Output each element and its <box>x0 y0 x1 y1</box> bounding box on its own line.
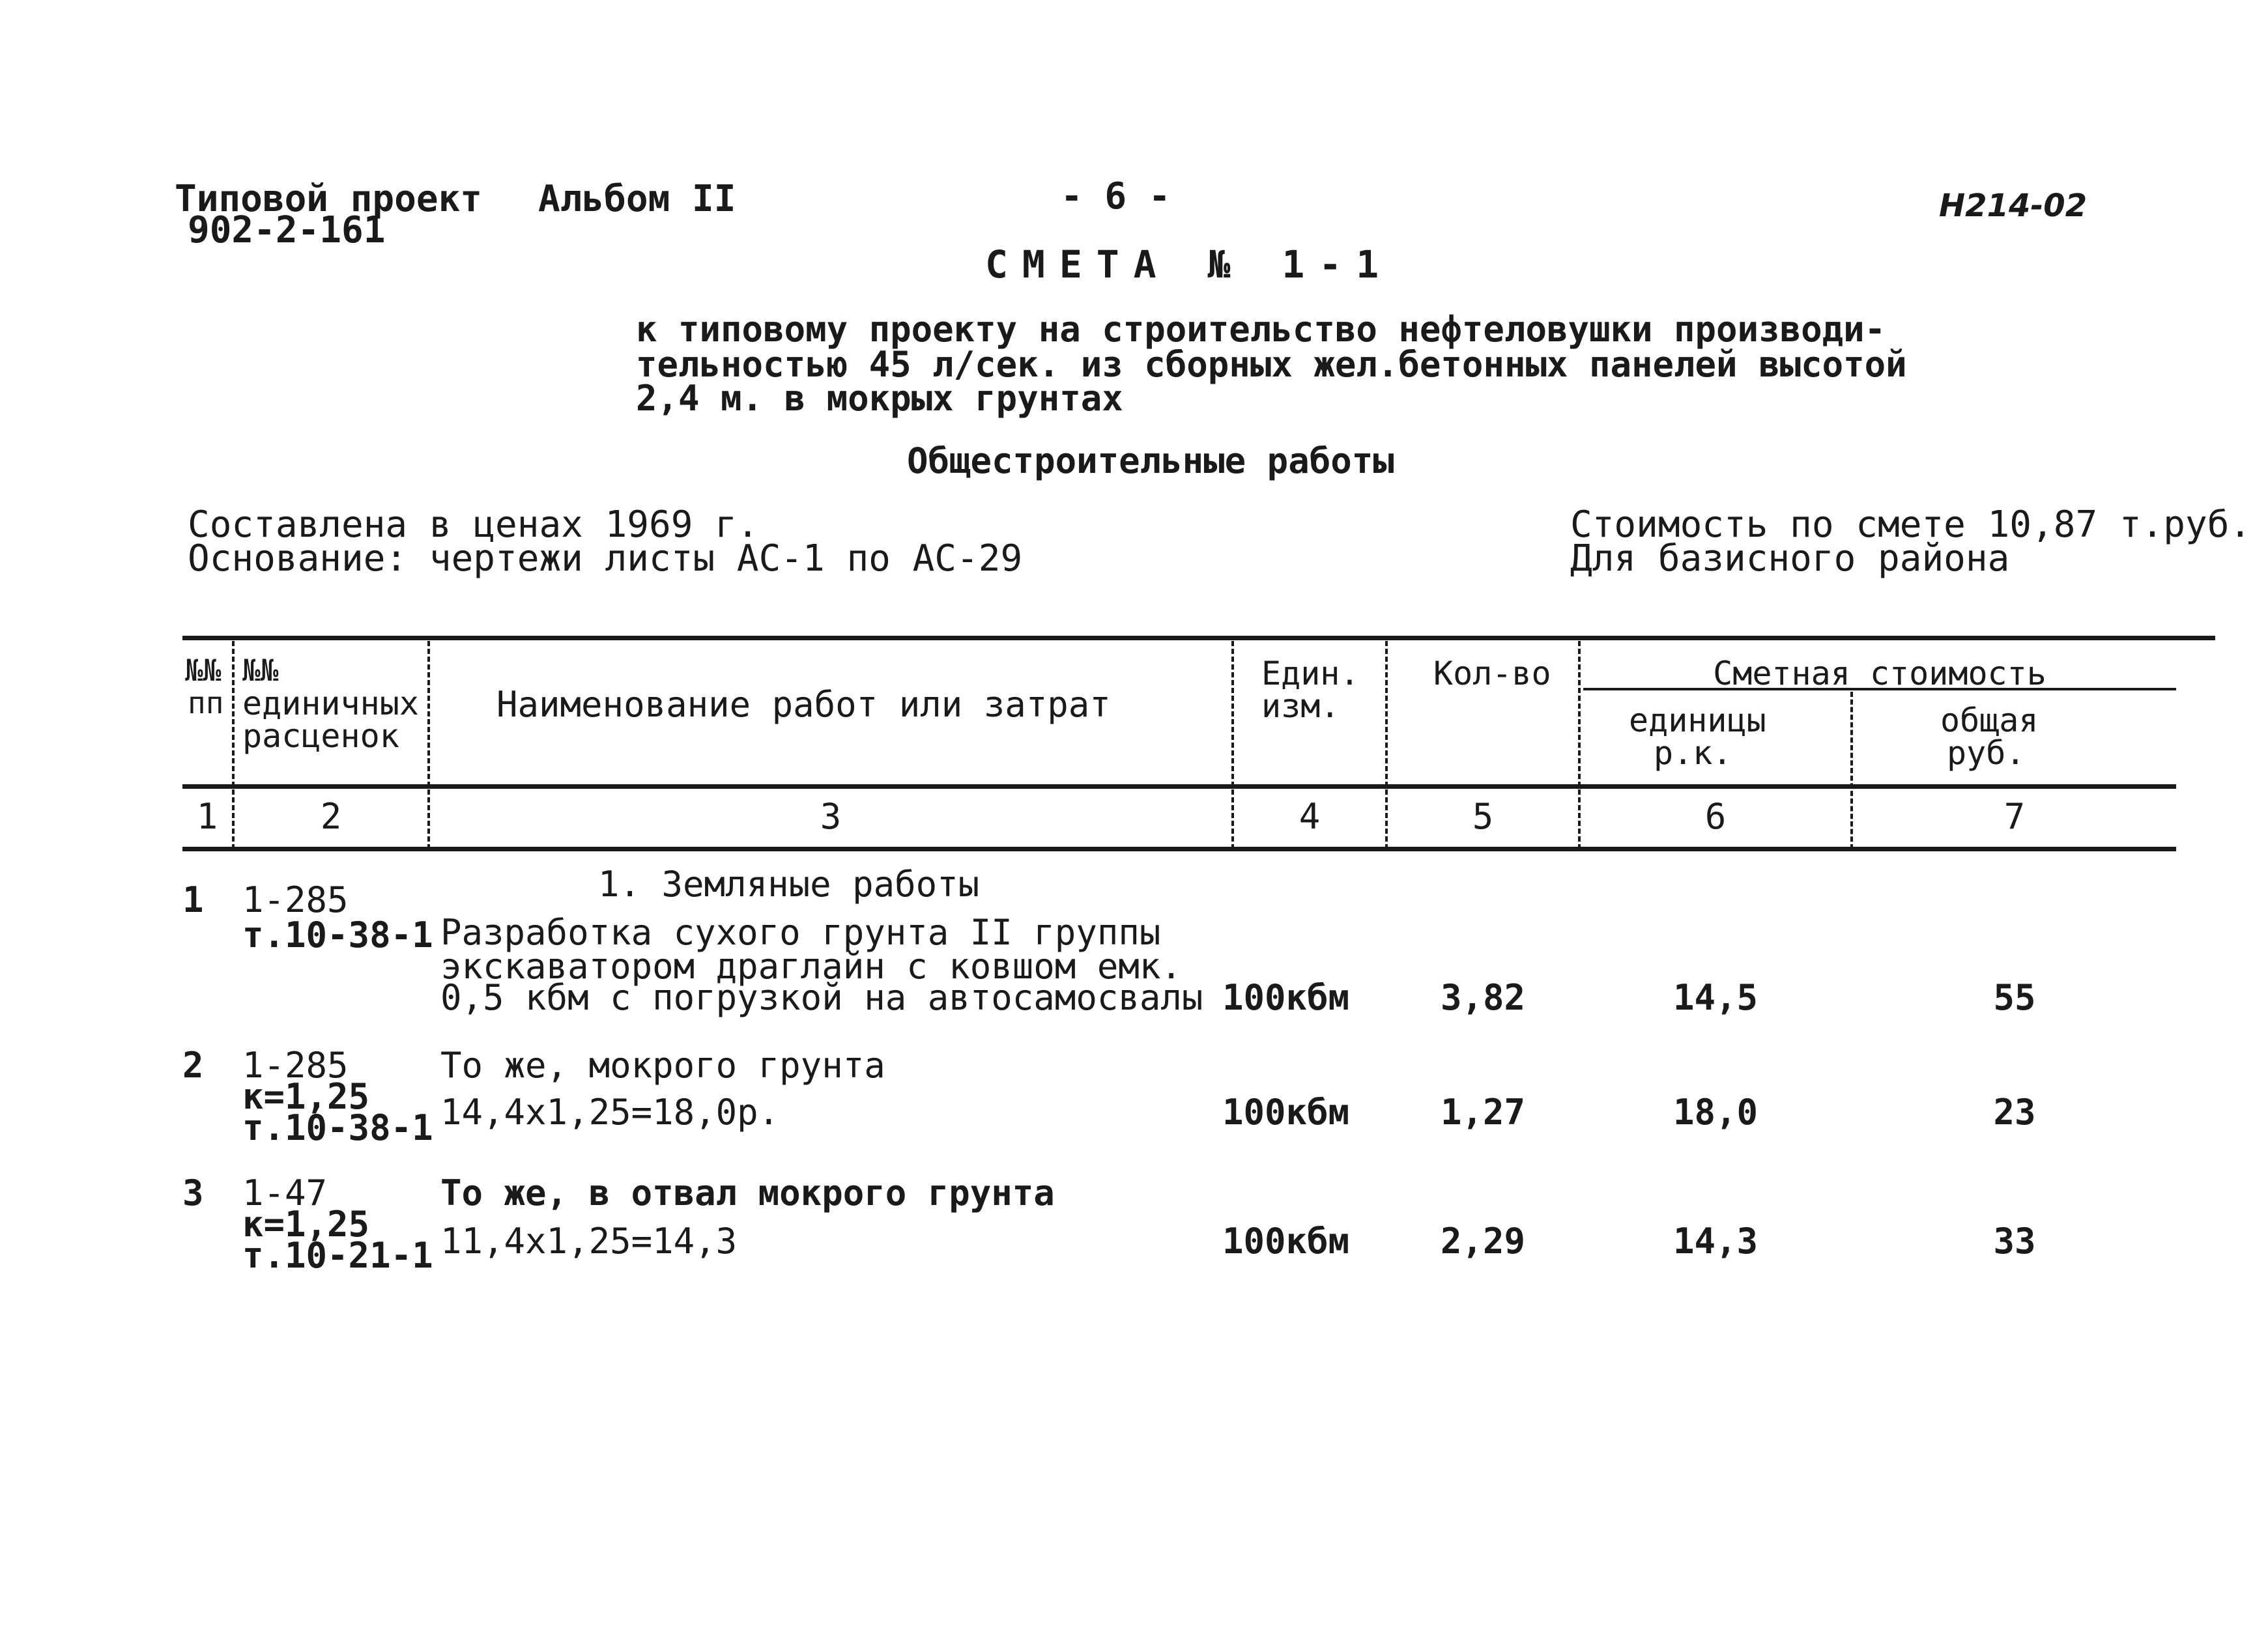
total-cost: 23 <box>1993 1092 2036 1133</box>
group-title: 1. Земляные работы <box>598 864 980 905</box>
header-total-cost-line-2: руб. <box>1947 734 2026 772</box>
unit-price: 14,5 <box>1672 977 1758 1018</box>
column-number-1: 1 <box>196 796 218 837</box>
quantity: 1,27 <box>1440 1092 1526 1133</box>
header-rates-line-3: расценок <box>242 717 399 755</box>
page-title: СМЕТА № 1-1 <box>985 242 1394 287</box>
unit: 100кбм <box>1222 1092 1350 1133</box>
header-unit-cost-line-1: единицы <box>1629 702 1766 739</box>
header-bottom-rule <box>182 784 2176 789</box>
header-unit-line-1: Един. <box>1261 655 1360 692</box>
header-quantity: Кол-во <box>1433 655 1551 692</box>
rate-coefficient: к=1,25 <box>242 1076 370 1117</box>
header-num-line-1: №№ <box>185 653 222 688</box>
album-label: Альбом II <box>538 178 736 220</box>
total-cost: 33 <box>1993 1221 2036 1262</box>
subtitle-line-2: тельностью 45 л/сек. из сборных жел.бетонных панелей высотой <box>636 344 1907 385</box>
column-number-6: 6 <box>1704 796 1727 837</box>
work-name-line: 11,4х1,25=14,3 <box>440 1221 738 1262</box>
column-number-2: 2 <box>320 796 342 837</box>
rate-table-ref: т.10-38-1 <box>242 915 433 956</box>
estimate-cost: Стоимость по смете 10,87 т.руб. <box>1570 503 2252 546</box>
work-name-line: 14,4х1,25=18,0р. <box>440 1092 780 1133</box>
project-label: Типовой проект <box>175 178 483 220</box>
rate-code: 1-285 <box>242 1045 349 1086</box>
unit: 100кбм <box>1222 1221 1350 1262</box>
prices-year: Составлена в ценах 1969 г. <box>188 503 759 546</box>
project-number: 902-2-161 <box>188 209 386 251</box>
header-num-line-2: пп <box>188 685 224 720</box>
row-number: 1 <box>182 879 204 920</box>
section-heading: Общестроительные работы <box>907 440 1394 481</box>
base-region: Для базисного района <box>1570 537 2010 580</box>
work-name-line: экскаватором драглайн с ковшом емк. <box>440 946 1182 987</box>
column-number-4: 4 <box>1299 796 1321 837</box>
header-rates-line-2: единичных <box>242 685 419 722</box>
table-top-rule <box>182 636 2215 640</box>
page-number: - 6 - <box>1061 175 1171 218</box>
rate-table-ref: т.10-38-1 <box>242 1107 433 1148</box>
header-rates-line-1: №№ <box>242 653 279 688</box>
header-unit-cost-line-2: р.к. <box>1654 734 1732 772</box>
column-number-5: 5 <box>1472 796 1494 837</box>
unit-price: 14,3 <box>1672 1221 1758 1262</box>
row-number: 3 <box>182 1172 204 1213</box>
rate-coefficient: к=1,25 <box>242 1204 370 1245</box>
work-name-line: 0,5 кбм с погрузкой на автосамосвалы <box>440 977 1203 1018</box>
total-cost: 55 <box>1993 977 2036 1018</box>
header-unit-line-2: изм. <box>1261 687 1340 725</box>
work-name-line: То же, в отвал мокрого грунта <box>440 1172 1055 1213</box>
column-number-3: 3 <box>820 796 842 837</box>
unit-price: 18,0 <box>1672 1092 1758 1133</box>
work-name-line: Разработка сухого грунта II группы <box>440 912 1161 953</box>
header-total-cost-line-1: общая <box>1940 702 2039 739</box>
subtitle-line-3: 2,4 м. в мокрых грунтах <box>636 378 1123 419</box>
basis-drawings: Основание: чертежи листы АС-1 по АС-29 <box>188 537 1023 580</box>
rate-code: 1-47 <box>242 1172 328 1213</box>
subtitle-line-1: к типовому проекту на строительство нефтеловушки производи- <box>636 309 1886 350</box>
unit: 100кбм <box>1222 977 1350 1018</box>
header-cost-group: Сметная стоимость <box>1713 655 2046 692</box>
rate-table-ref: т.10-21-1 <box>242 1235 433 1276</box>
work-name-line: То же, мокрого грунта <box>440 1045 885 1086</box>
document-code: H214-02 <box>1939 188 2088 224</box>
row-number: 2 <box>182 1045 204 1086</box>
column-number-7: 7 <box>2003 796 2026 837</box>
rate-code: 1-285 <box>242 879 349 920</box>
quantity: 2,29 <box>1440 1221 1526 1262</box>
quantity: 3,82 <box>1440 977 1526 1018</box>
header-work-name: Наименование работ или затрат <box>496 684 1111 725</box>
column-numbers-rule <box>182 847 2176 851</box>
